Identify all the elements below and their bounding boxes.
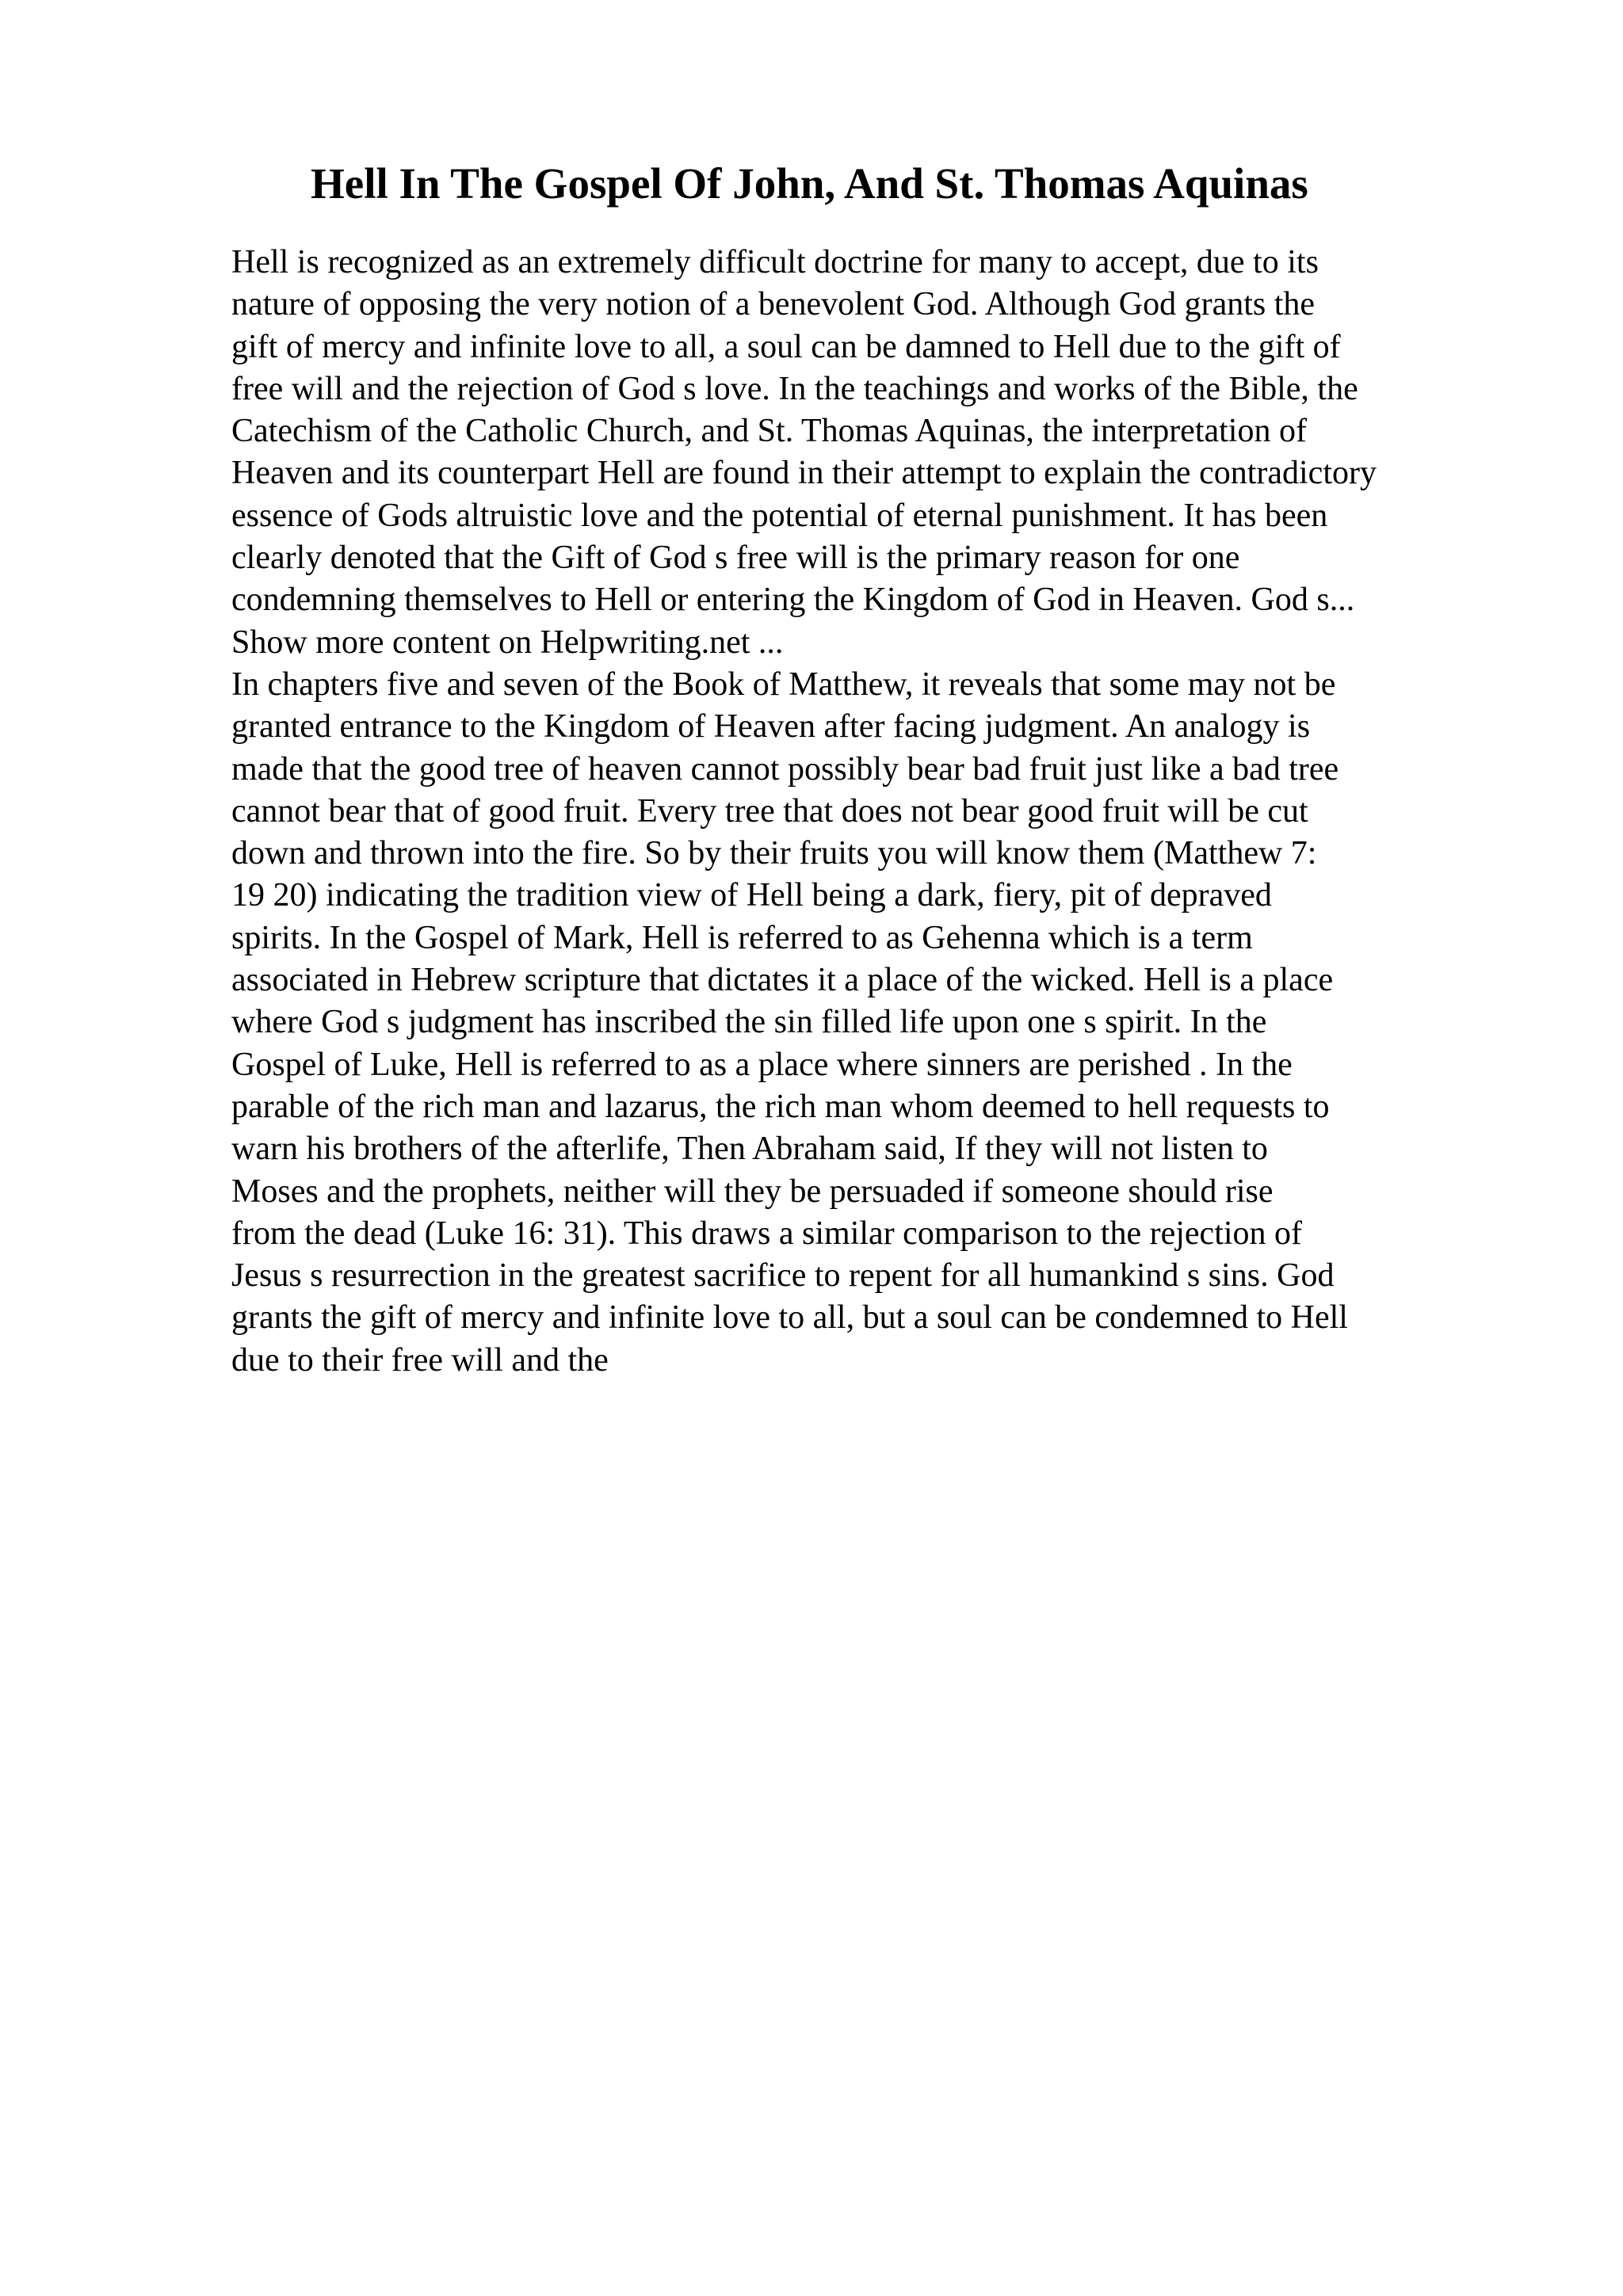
body-line: Hell is recognized as an extremely difficult doctrine for many to accept, due to its (231, 244, 1319, 280)
document-title: Hell In The Gospel Of John, And St. Thomas Aquinas (311, 159, 1308, 208)
body-line: down and thrown into the fire. So by their fruits you will know them (Matthew 7: (231, 835, 1317, 872)
body-line: made that the good tree of heaven cannot possibly bear bad fruit just like a bad tree (231, 750, 1339, 788)
body-line: warn his brothers of the afterlife, Then Abraham said, If they will not listen to (231, 1131, 1268, 1168)
body-line: Jesus s resurrection in the greatest sacrifice to repent for all humankind s sins. God (231, 1257, 1335, 1295)
body-line: free will and the rejection of God s love. In the teachings and works of the Bible, the (231, 370, 1358, 407)
body-line: essence of Gods altruistic love and the potential of eternal punishment. It has been (231, 497, 1328, 534)
document-body (231, 242, 1499, 1382)
body-line: nature of opposing the very notion of a benevolent God. Although God grants the (231, 286, 1316, 323)
body-line: where God s judgment has inscribed the sin filled life upon one s spirit. In the (231, 1004, 1267, 1041)
body-line: 19 20) indicating the tradition view of Hell being a dark, fiery, pit of depraved (231, 877, 1272, 914)
body-line: In chapters five and seven of the Book of Matthew, it reveals that some may not be (231, 666, 1336, 703)
show-more-link[interactable]: Show more content on Helpwriting.net ... (231, 624, 784, 661)
body-line: from the dead (Luke 16: 31). This draws a similar comparison to the rejection of (231, 1215, 1303, 1252)
body-line: Gospel of Luke, Hell is referred to as a place where sinners are perished . In the (231, 1046, 1293, 1083)
body-line: grants the gift of mercy and infinite love to all, but a soul can be condemned to Hell (231, 1299, 1348, 1337)
body-line: cannot bear that of good fruit. Every tree that does not bear good fruit will be cut (231, 792, 1308, 830)
body-line: Moses and the prophets, neither will they be persuaded if someone should rise (231, 1173, 1274, 1210)
body-line: due to their free will and the (231, 1341, 609, 1379)
body-line: spirits. In the Gospel of Mark, Hell is referred to as Gehenna which is a term (231, 919, 1253, 956)
body-line: granted entrance to the Kingdom of Heaven after facing judgment. An analogy is (231, 708, 1311, 746)
body-line: clearly denoted that the Gift of God s free will is the primary reason for one (231, 540, 1240, 577)
body-line: condemning themselves to Hell or entering the Kingdom of God in Heaven. God s... (231, 582, 1355, 619)
body-line: Heaven and its counterpart Hell are found in their attempt to explain the contradictory (231, 455, 1377, 492)
body-line: gift of mercy and infinite love to all, a soul can be damned to Hell due to the gift of (231, 328, 1341, 365)
body-line: Catechism of the Catholic Church, and St. Thomas Aquinas, the interpretation of (231, 413, 1307, 450)
body-line: parable of the rich man and lazarus, the rich man whom deemed to hell requests to (231, 1088, 1330, 1125)
body-line: associated in Hebrew scripture that dictates it a place of the wicked. Hell is a place (231, 962, 1334, 999)
